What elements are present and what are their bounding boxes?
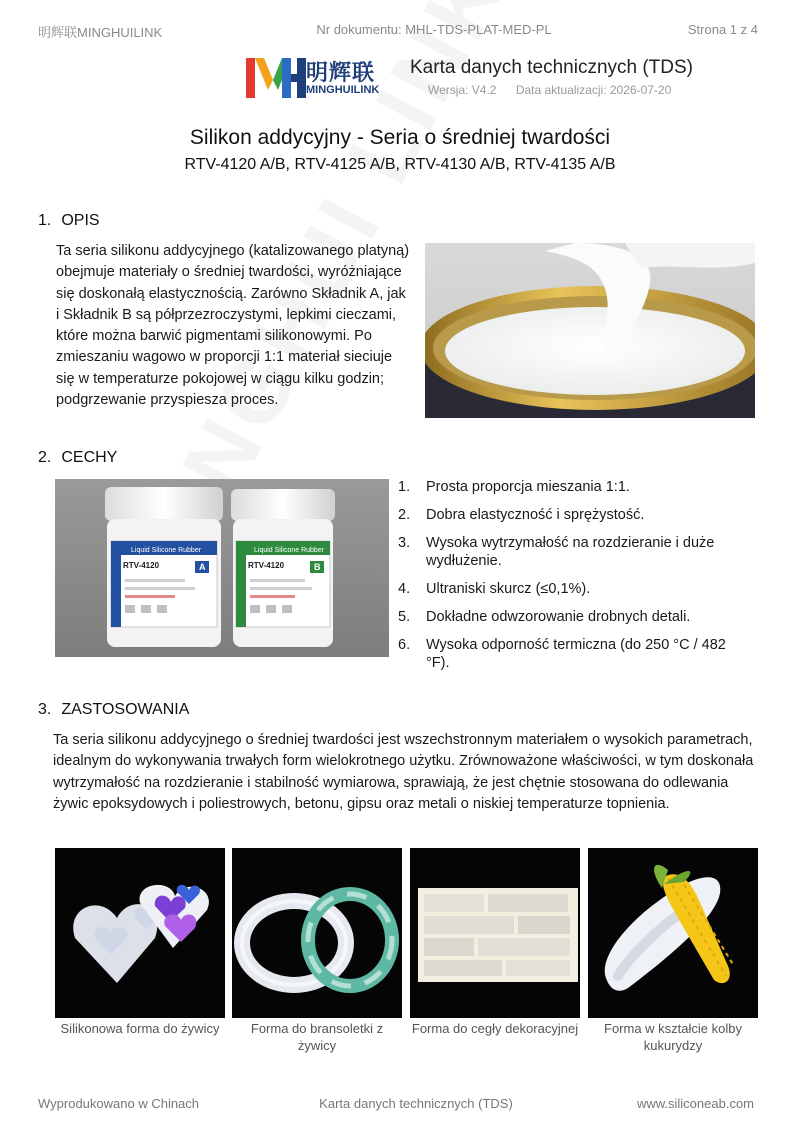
item-text: Prosta proporcja mieszania 1:1. xyxy=(426,479,630,495)
jar-a-code: RTV-4120 xyxy=(123,561,160,570)
list-item xyxy=(398,580,728,598)
jar-a-brand: Liquid Silicone Rubber xyxy=(131,547,202,554)
section-number: 1. xyxy=(38,212,52,229)
gallery-image-bracelet-mold xyxy=(232,848,402,1018)
logo-en-text: MINGHUILINK xyxy=(306,84,380,96)
item-text: Ultraniski skurcz (≤0,1%). xyxy=(426,581,591,597)
section-number: 2. xyxy=(38,449,52,466)
gallery-caption: Forma do bransoletki z żywicy xyxy=(250,1021,384,1053)
gallery-image-brick-mold xyxy=(410,848,580,1018)
section-title: OPIS xyxy=(61,212,100,229)
footer-website-link[interactable]: www.siliconeab.com xyxy=(636,1096,754,1111)
doc-date: Data aktualizacji: 2026-07-20 xyxy=(515,83,672,97)
item-text: Wysoka odporność termiczna (do 250 °C / 482 °F). xyxy=(426,637,726,671)
section-heading-opis xyxy=(38,212,100,230)
list-item xyxy=(398,478,728,496)
list-item xyxy=(398,636,728,672)
list-item xyxy=(398,608,728,626)
product-codes: RTV-4120 A/B, RTV-4125 A/B, RTV-4130 A/B, RTV-4135 A/B xyxy=(184,156,616,173)
header-company: 明辉联MINGHUILINK xyxy=(38,25,163,40)
doc-title: Karta danych technicznych (TDS) xyxy=(410,57,694,78)
item-text: Dokładne odwzorowanie drobnych detali. xyxy=(426,609,691,625)
description-text: Ta seria silikonu addycyjnego (katalizowanego platyną) obejmuje materiały o średniej twardości, wyróżniające się doskonałą elastycznością. Zarówno Składnik A, jak i Składnik B są półprzezroczystymi, lepkimi cieczami, które można barwić pigmentami silikonowymi. Po zmieszaniu wagowo w proporcji 1:1 materiał sieciuje się w temperaturze pokojowej w ciągu kilku godzin; podgrzewanie przyspiesza proces. xyxy=(56,243,410,409)
jar-a-part: A xyxy=(199,562,206,572)
jar-b-part: B xyxy=(314,562,321,572)
jar-b-brand: Liquid Silicone Rubber xyxy=(254,547,325,554)
gallery-caption: Forma do cegły dekoracyjnej xyxy=(411,1021,579,1036)
silicone-pour-photo xyxy=(425,243,755,418)
section-title: ZASTOSOWANIA xyxy=(61,701,190,718)
header-page-number: Strona 1 z 4 xyxy=(687,22,758,37)
gallery-image-resin-mold xyxy=(55,848,225,1018)
features-list xyxy=(398,478,728,682)
product-jars-photo xyxy=(55,479,389,657)
item-number: 1. xyxy=(398,479,411,495)
item-number: 4. xyxy=(398,581,411,597)
list-item xyxy=(398,534,728,570)
section-heading-cechy xyxy=(38,449,117,467)
doc-version: Wersja: V4.2 xyxy=(428,83,497,97)
gallery-image-corn-mold xyxy=(588,848,758,1018)
logo-cn-text: 明辉联 xyxy=(306,60,376,85)
gallery-caption: Silikonowa forma do żywicy xyxy=(60,1021,220,1036)
list-item xyxy=(398,506,728,524)
doc-meta xyxy=(428,83,671,97)
applications-text: Ta seria silikonu addycyjnego o średniej twardości jest wszechstronnym materiałem o wysokich parametrach, idealnym do wykonywania trwałych form wielokrotnego użytku. Zrównoważone właściwości, w tym doskonała wytrzymałość na rozdzieranie i stabilność wymiarowa, sprawiają, że jest chętnie stosowana do odlewania żywic epoksydowych i poliestrowych, betonu, gipsu oraz metali o niskiej temperaturze topnienia. xyxy=(53,732,754,812)
gallery-caption: Forma w kształcie kolby kukurydzy xyxy=(604,1021,742,1053)
item-number: 3. xyxy=(398,535,411,551)
item-text: Dobra elastyczność i sprężystość. xyxy=(426,507,645,523)
logo-mark-icon xyxy=(246,56,306,100)
logo-mark-text: MH xyxy=(255,89,271,100)
footer-doc-title: Karta danych technicznych (TDS) xyxy=(319,1096,513,1111)
section-title: CECHY xyxy=(61,449,118,466)
item-number: 5. xyxy=(398,609,411,625)
footer-origin: Wyprodukowano w Chinach xyxy=(38,1096,200,1111)
header-doc-number: Nr dokumentu: MHL-TDS-PLAT-MED-PL xyxy=(316,22,552,37)
main-title: Silikon addycyjny - Seria o średniej twardości xyxy=(189,126,611,149)
item-number: 6. xyxy=(398,637,411,653)
item-text: Wysoka wytrzymałość na rozdzieranie i duże wydłużenie. xyxy=(426,535,715,569)
section-heading-zastosowania xyxy=(38,701,189,719)
item-number: 2. xyxy=(398,507,411,523)
jar-b-code: RTV-4120 xyxy=(248,561,285,570)
section-number: 3. xyxy=(38,701,52,718)
